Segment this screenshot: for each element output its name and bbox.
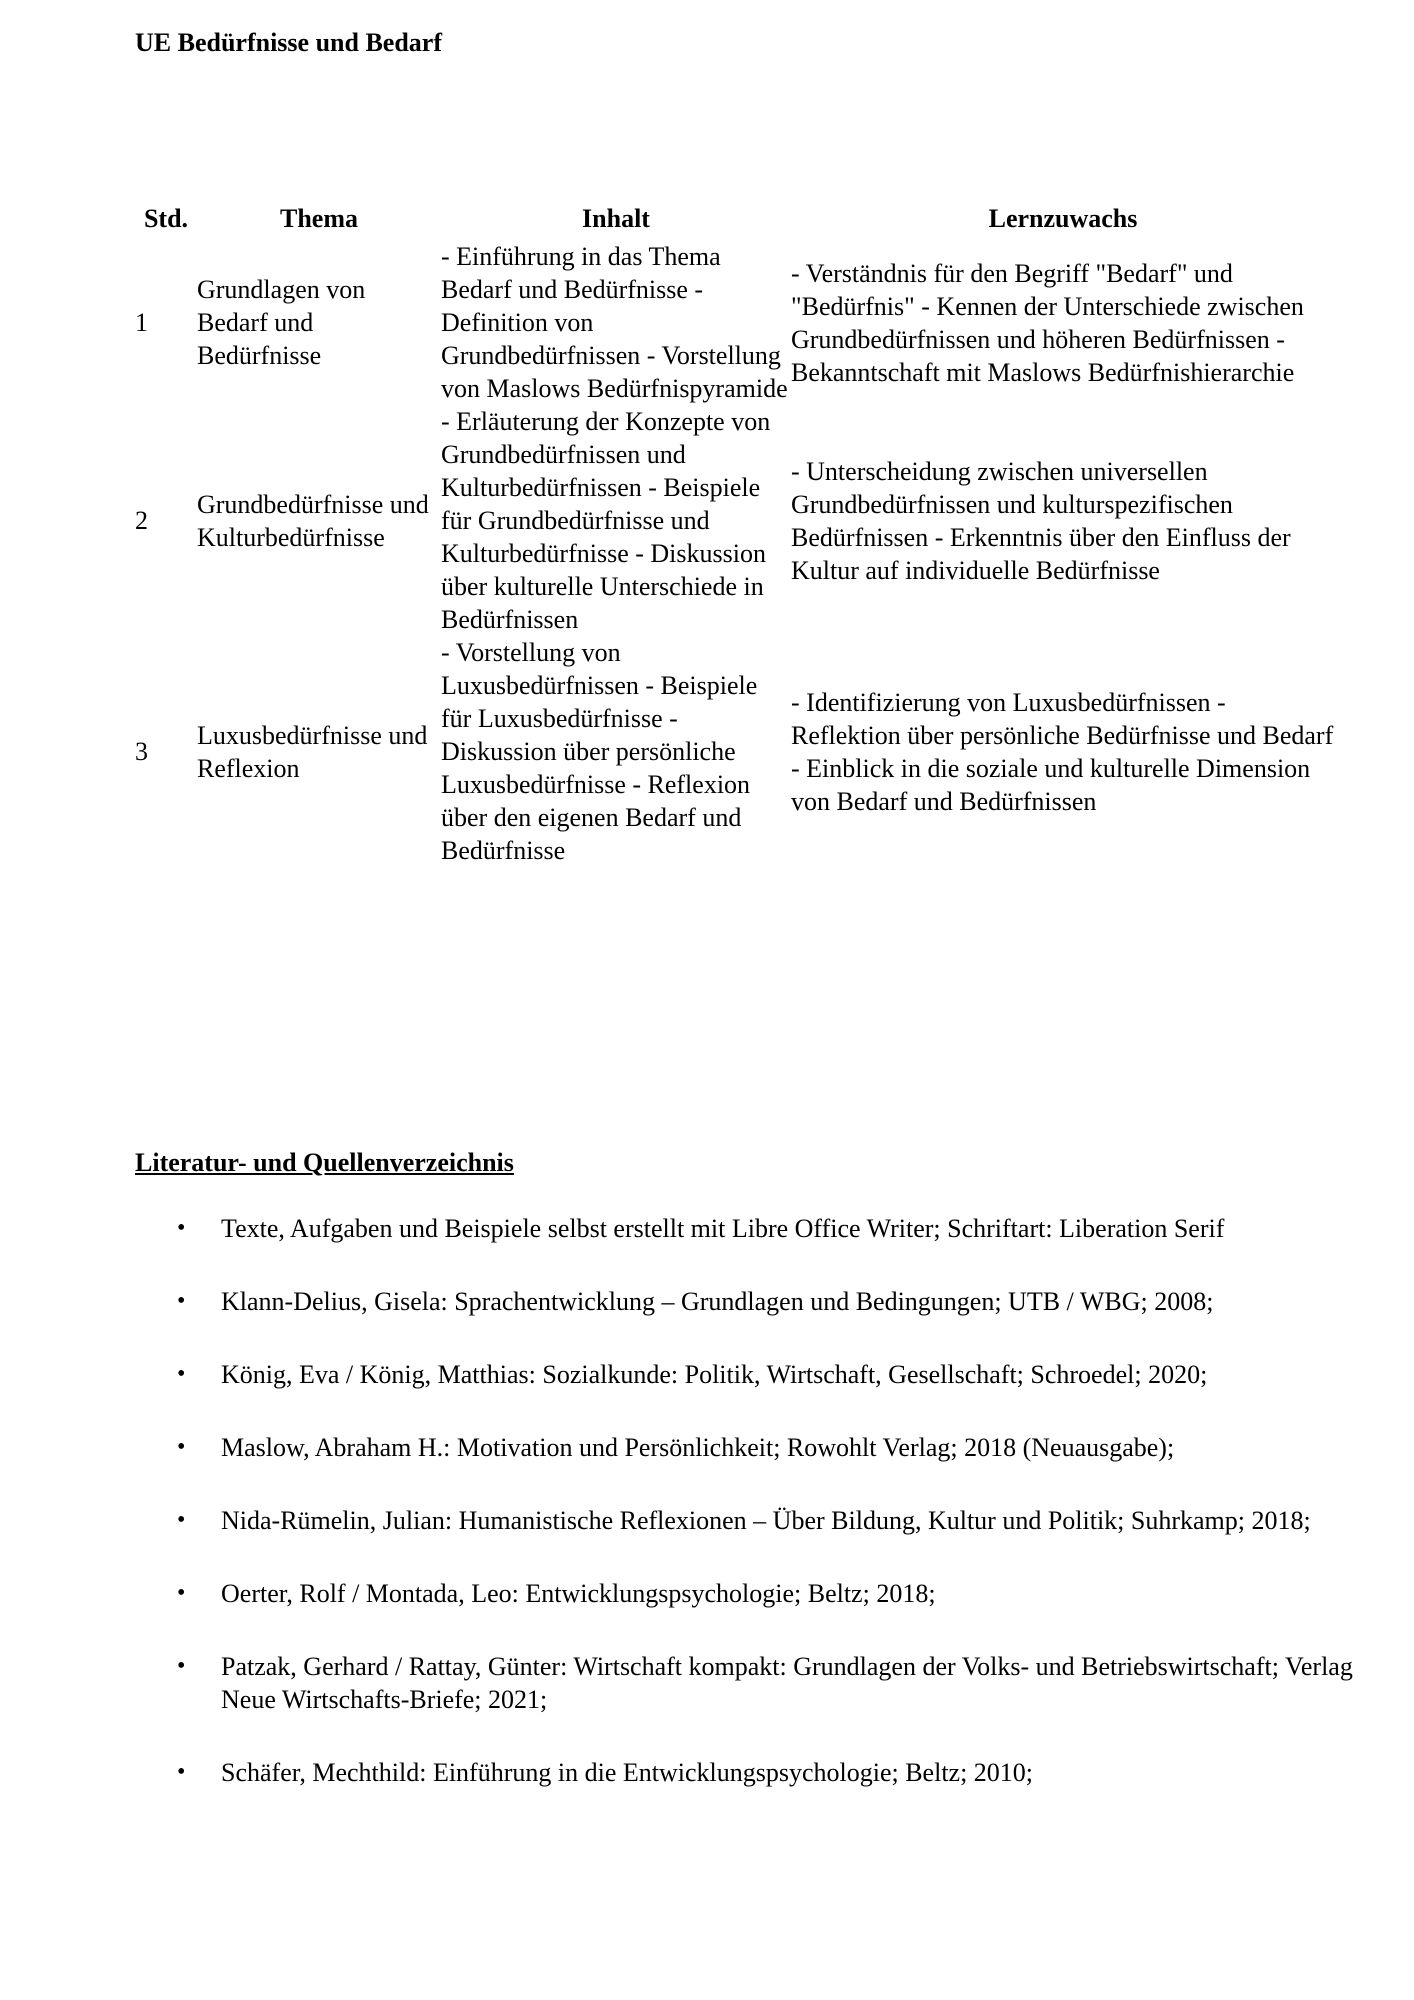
cell-thema: Luxusbedürfnisse und Reflexion: [197, 720, 428, 783]
list-item: [135, 1650, 1355, 1716]
literature-list: [135, 1212, 1355, 1829]
cell-lernzuwachs: - Verständnis für den Begriff "Bedarf" und "Bedürfnis" - Kennen der Unterschiede zwischen Grundbedürfnissen und höheren Bedürfnissen - Bekanntschaft mit Maslows Bedürfnishierarchie: [791, 258, 1304, 387]
table-row: [135, 240, 1335, 405]
cell-std: 1: [135, 308, 148, 337]
cell-inhalt: - Erläuterung der Konzepte von Grundbedürfnissen und Kulturbedürfnissen - Beispiele für Grundbedürfnisse und Kulturbedürfnisse - Diskussion über kulturelle Unterschiede in Bedürfnissen: [441, 407, 771, 634]
list-item: [135, 1285, 1355, 1318]
list-item-text: Schäfer, Mechthild: Einführung in die Entwicklungspsychologie; Beltz; 2010;: [221, 1758, 1034, 1787]
list-item-text: König, Eva / König, Matthias: Sozialkunde: Politik, Wirtschaft, Gesellschaft; Schroedel; 2020;: [221, 1360, 1208, 1389]
cell-inhalt: - Einführung in das Thema Bedarf und Bedürfnisse - Definition von Grundbedürfnissen - Vorstellung von Maslows Bedürfnispyramide: [441, 242, 788, 403]
table-row: [135, 636, 1335, 867]
list-item: [135, 1431, 1355, 1464]
list-item-text: Maslow, Abraham H.: Motivation und Persönlichkeit; Rowohlt Verlag; 2018 (Neuausgabe);: [221, 1433, 1175, 1462]
list-item-text: Klann-Delius, Gisela: Sprachentwicklung – Grundlagen und Bedingungen; UTB / WBG; 2008;: [221, 1287, 1214, 1316]
list-item-text: Patzak, Gerhard / Rattay, Günter: Wirtschaft kompakt: Grundlagen der Volks- und Betriebswirtschaft; Verlag Neue Wirtschafts-Briefe; 2021;: [221, 1652, 1353, 1714]
cell-lernzuwachs: - Unterscheidung zwischen universellen Grundbedürfnissen und kulturspezifischen Bedürfnissen - Erkenntnis über den Einfluss der Kultur auf individuelle Bedürfnisse: [791, 456, 1291, 585]
bullet-icon: •: [177, 1507, 186, 1533]
header-std: Std.: [143, 203, 189, 233]
bullet-icon: •: [177, 1434, 186, 1460]
header-thema: Thema: [280, 203, 358, 233]
list-item: [135, 1756, 1355, 1789]
literature-heading: Literatur- und Quellenverzeichnis: [135, 1148, 514, 1177]
cell-std: 3: [135, 737, 148, 766]
lesson-plan-table: [135, 200, 1335, 867]
bullet-icon: •: [177, 1580, 186, 1606]
bullet-icon: •: [177, 1361, 186, 1387]
header-inhalt: Inhalt: [582, 203, 650, 233]
list-item: [135, 1358, 1355, 1391]
bullet-icon: •: [177, 1759, 186, 1785]
table-row: [135, 405, 1335, 636]
bullet-icon: •: [177, 1215, 186, 1241]
list-item-text: Oerter, Rolf / Montada, Leo: Entwicklungspsychologie; Beltz; 2018;: [221, 1579, 936, 1608]
cell-std: 2: [135, 506, 148, 535]
table-header-row: [135, 200, 1335, 240]
list-item: [135, 1504, 1355, 1537]
bullet-icon: •: [177, 1653, 186, 1679]
cell-thema: Grundlagen von Bedarf und Bedürfnisse: [197, 275, 366, 370]
list-item: [135, 1212, 1355, 1245]
list-item-text: Texte, Aufgaben und Beispiele selbst erstellt mit Libre Office Writer; Schriftart: Liberation Serif: [221, 1214, 1225, 1243]
list-item-text: Nida-Rümelin, Julian: Humanistische Reflexionen – Über Bildung, Kultur und Politik; Suhrkamp; 2018;: [221, 1506, 1311, 1535]
header-lernzuwachs: Lernzuwachs: [988, 203, 1138, 233]
page-title: UE Bedürfnisse und Bedarf: [135, 28, 442, 57]
cell-lernzuwachs: - Identifizierung von Luxusbedürfnissen - Reflektion über persönliche Bedürfnisse und Bedarf - Einblick in die soziale und kulturelle Dimension von Bedarf und Bedürfnissen: [791, 687, 1334, 816]
cell-thema: Grundbedürfnisse und Kulturbedürfnisse: [197, 489, 429, 552]
cell-inhalt: - Vorstellung von Luxusbedürfnissen - Beispiele für Luxusbedürfnisse - Diskussion über persönliche Luxusbedürfnisse - Reflexion über den eigenen Bedarf und Bedürfnisse: [441, 638, 758, 865]
list-item: [135, 1577, 1355, 1610]
bullet-icon: •: [177, 1288, 186, 1314]
